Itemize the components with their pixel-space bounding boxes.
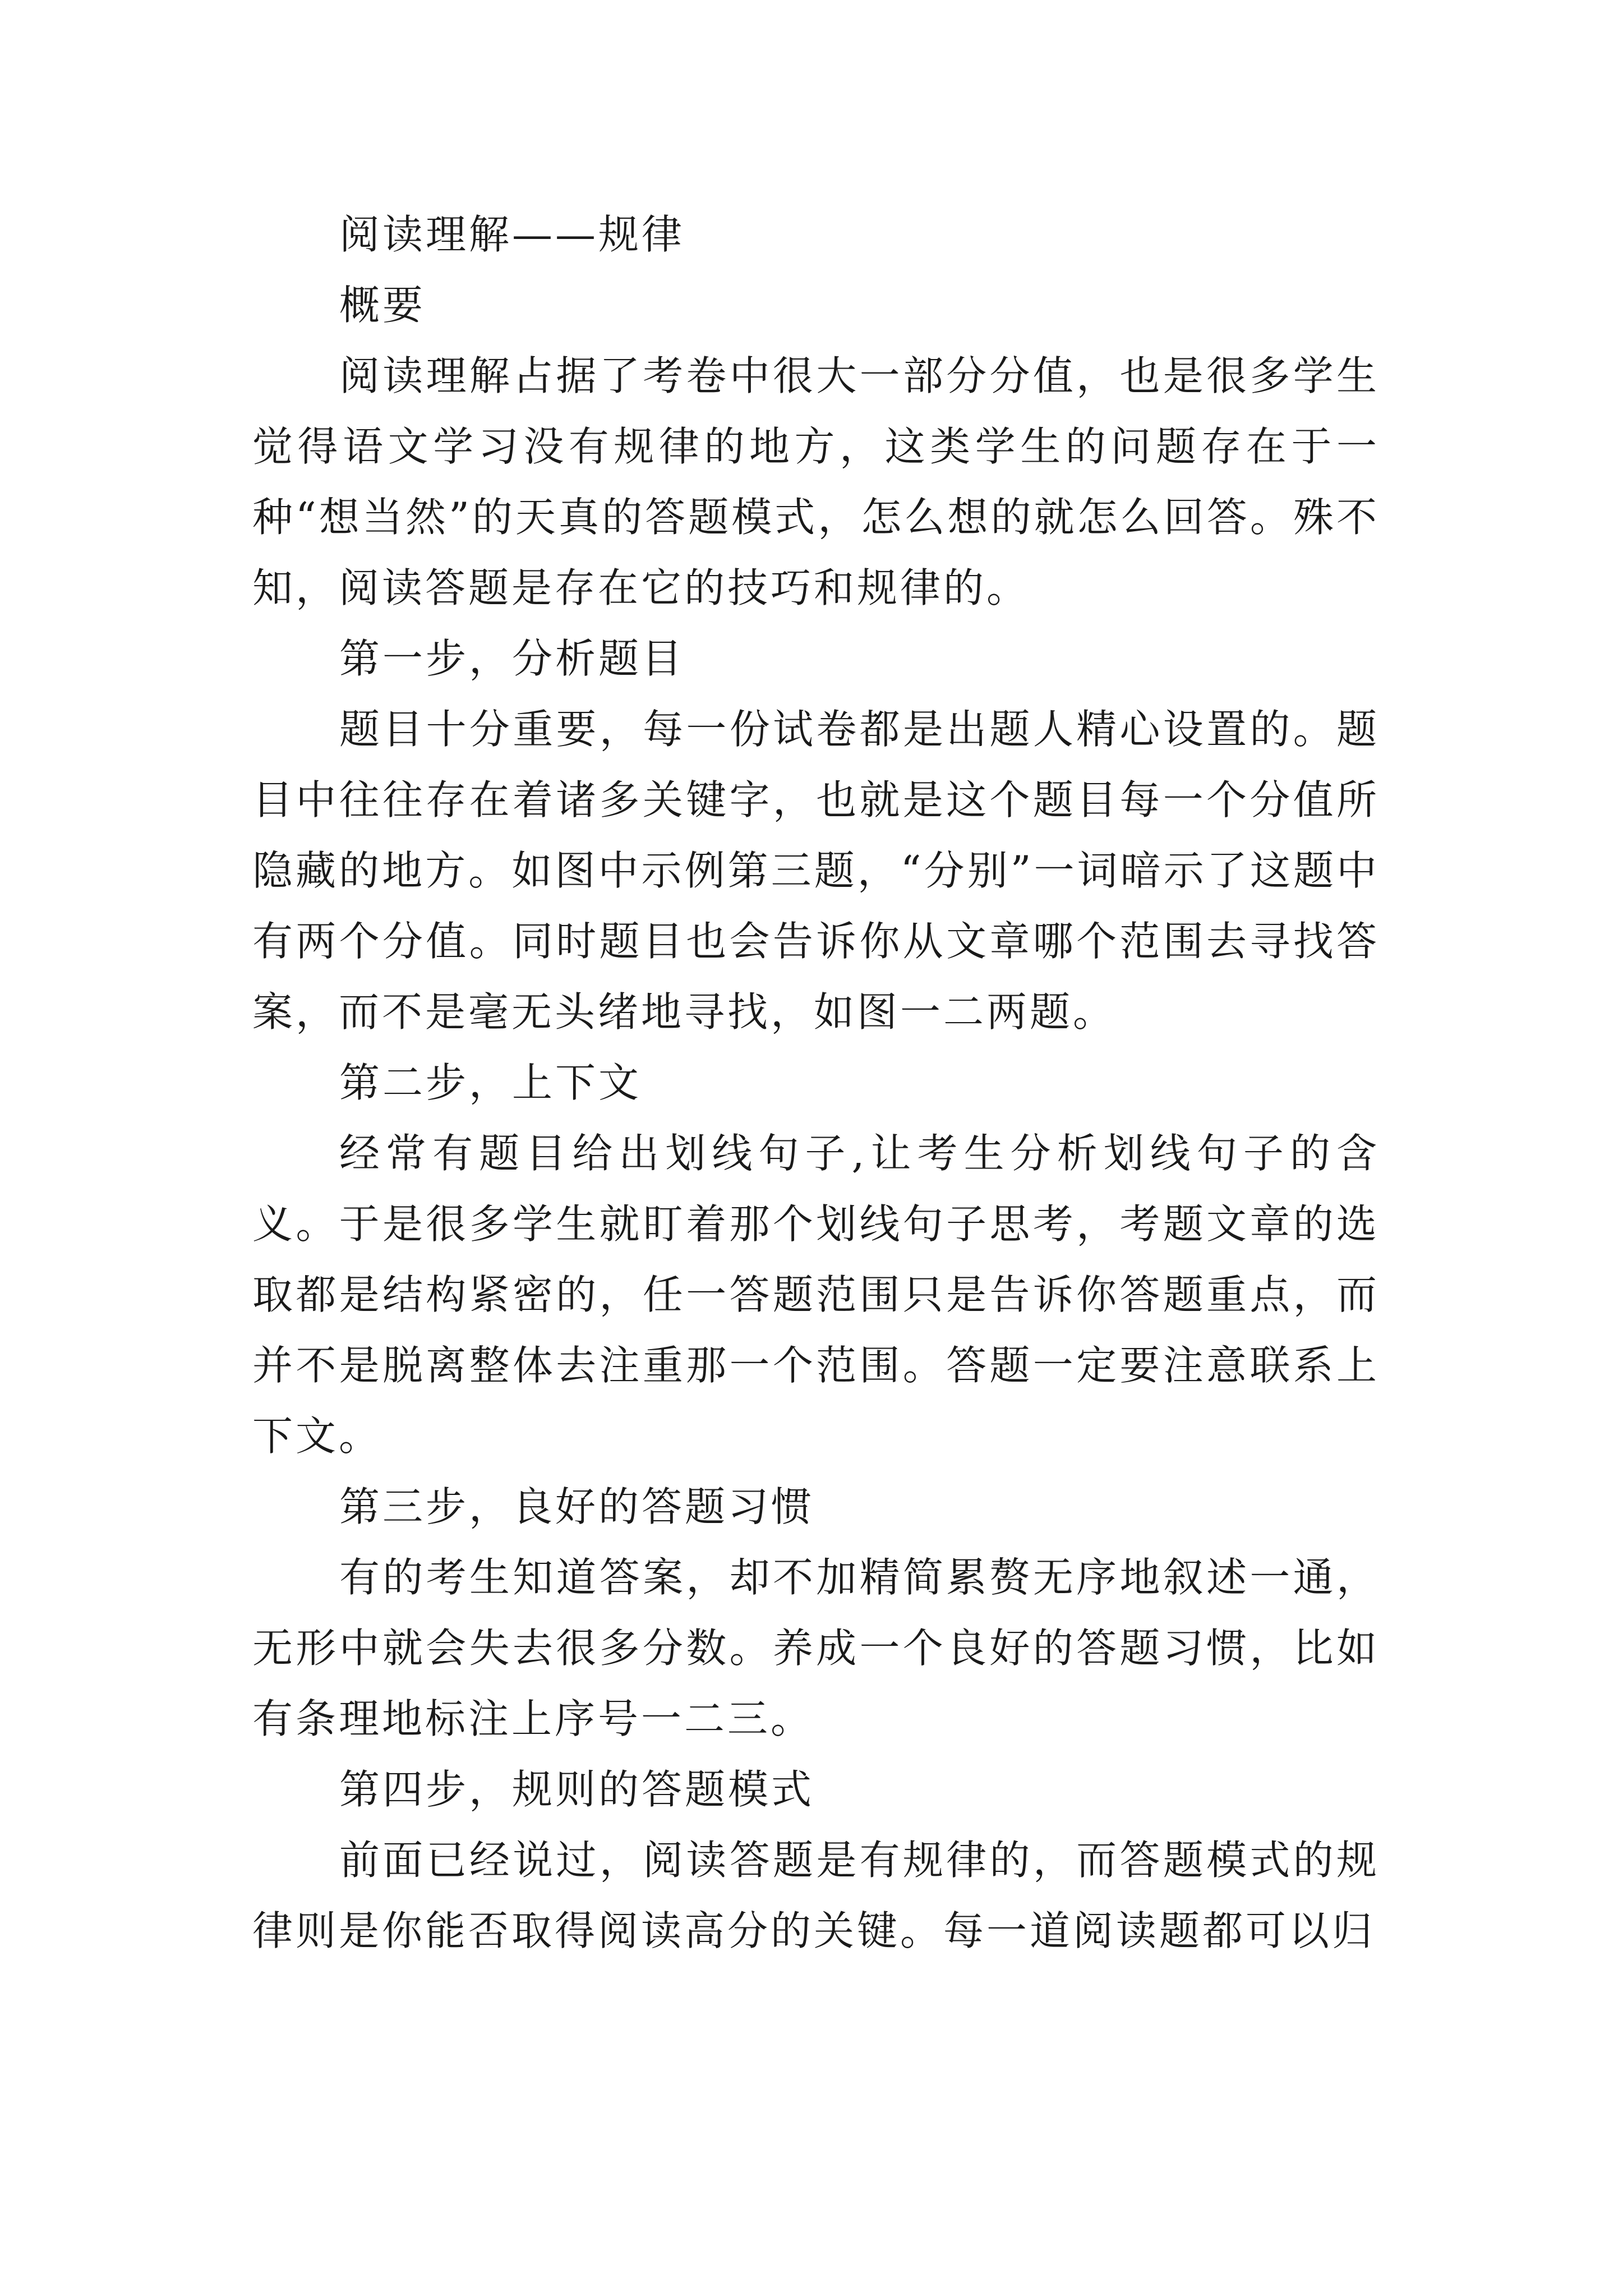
section-heading-step-4: 第四步，规则的答题模式	[339, 1766, 815, 1813]
paragraph-step-1: 题目十分重要，每一份试卷都是出题人精心设置的。题目中往往存在着诸多关键字，也就是这个题目每一个分值所隐藏的地方。如图中示例第三题，“分别”一词暗示了这题中有两个分值。同时题目也会告诉你从文章哪个范围去寻找答案，而不是毫无头绪地寻找，如图一二两题。	[252, 706, 1380, 1036]
section-heading-summary: 概要	[339, 282, 426, 329]
section-heading-step-3: 第三步，良好的答题习惯	[339, 1483, 815, 1530]
paragraph-intro: 阅读理解占据了考卷中很大一部分分值，也是很多学生觉得语文学习没有规律的地方，这类学生的问题存在于一种“想当然”的天真的答题模式，怎么想的就怎么回答。殊不知，阅读答题是存在它的技巧和规律的。	[252, 352, 1380, 611]
document-body	[252, 199, 1380, 1966]
document-title: 阅读理解——规律	[339, 211, 685, 258]
paragraph-step-2: 经常有题目给出划线句子,让考生分析划线句子的含义。于是很多学生就盯着那个划线句子思考，考题文章的选取都是结构紧密的，任一答题范围只是告诉你答题重点，而并不是脱离整体去注重那一个范围。答题一定要注意联系上下文。	[252, 1130, 1380, 1460]
paragraph-step-4: 前面已经说过，阅读答题是有规律的，而答题模式的规律则是你能否取得阅读高分的关键。每一道阅读题都可以归	[252, 1837, 1380, 1954]
section-heading-step-2: 第二步，上下文	[339, 1059, 642, 1106]
section-heading-step-1: 第一步，分析题目	[339, 635, 685, 682]
paragraph-step-3: 有的考生知道答案，却不加精简累赘无序地叙述一通，无形中就会失去很多分数。养成一个良好的答题习惯，比如有条理地标注上序号一二三。	[252, 1554, 1380, 1742]
